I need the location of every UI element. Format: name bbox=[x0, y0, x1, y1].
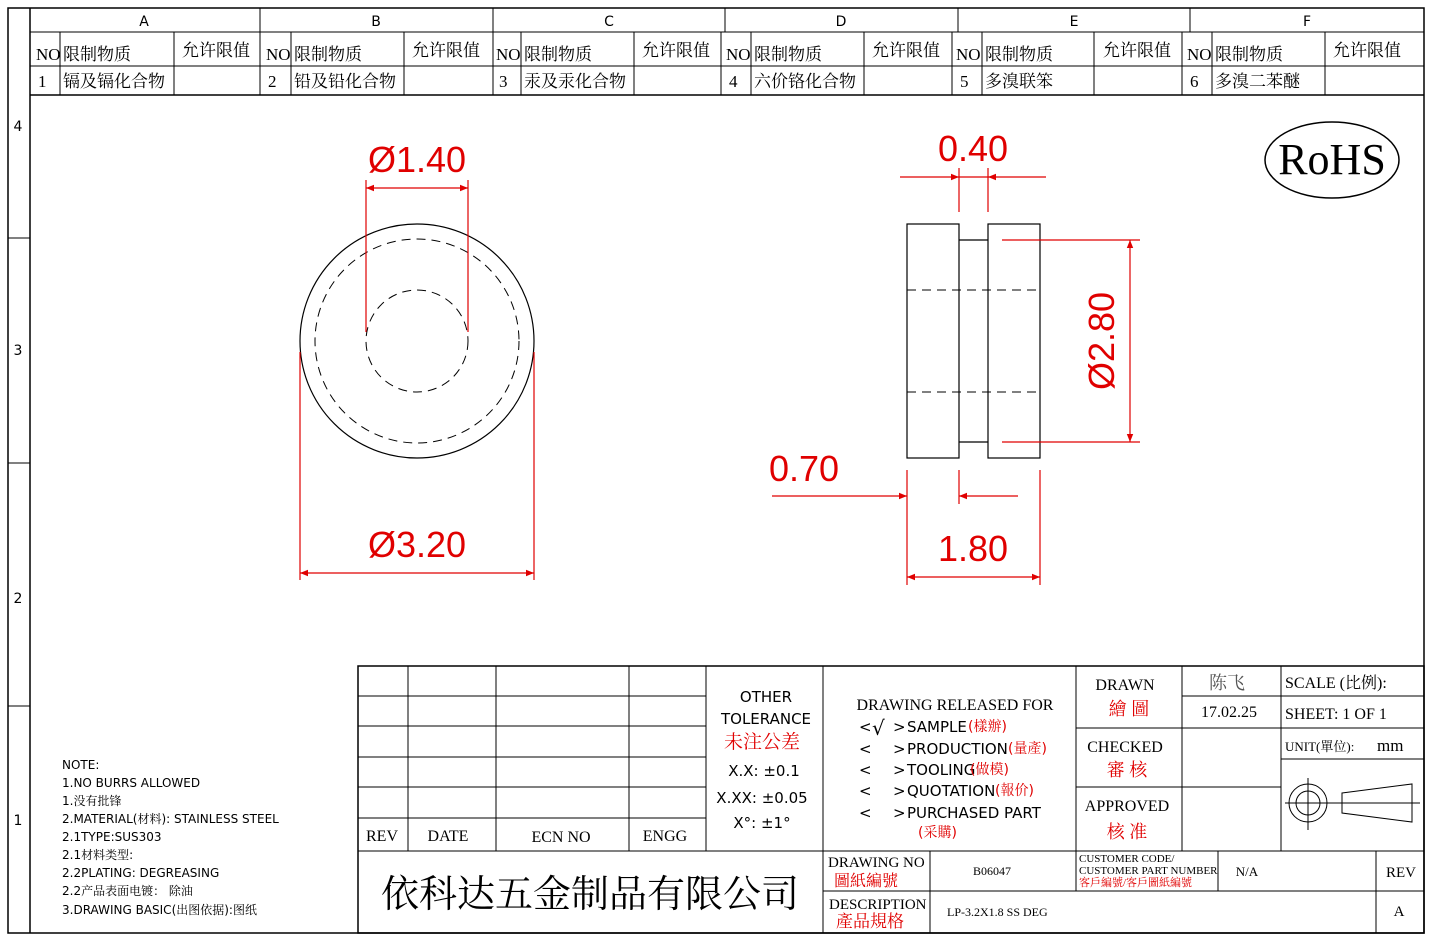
bracket-open-icon: < bbox=[859, 718, 872, 736]
release-option-en: QUOTATION bbox=[907, 782, 996, 800]
groove-circle-hidden bbox=[315, 239, 519, 443]
col-no: NO bbox=[1187, 45, 1212, 64]
note-line: 2.2产品表面电镀： 除油 bbox=[62, 884, 193, 898]
note-line: 2.1TYPE:SUS303 bbox=[62, 830, 162, 844]
col-limit: 允许限值 bbox=[182, 41, 250, 60]
release-option-en: PRODUCTION bbox=[907, 740, 1008, 758]
bracket-open-icon: < bbox=[859, 761, 872, 779]
zone-row-3: 3 bbox=[13, 343, 23, 359]
customer-code-value: N/A bbox=[1235, 864, 1259, 879]
zone-col-c: C bbox=[604, 14, 614, 30]
scale-block bbox=[1285, 674, 1403, 755]
col-substance: 限制物质 bbox=[294, 45, 362, 64]
rev-value: A bbox=[1393, 904, 1405, 920]
groove-width-label: 0.40 bbox=[937, 128, 1009, 169]
note-line: 1.NO BURRS ALLOWED bbox=[62, 776, 201, 790]
zone-col-f: F bbox=[1302, 14, 1312, 30]
release-option-purchased bbox=[859, 804, 1042, 841]
col-no: NO bbox=[956, 45, 981, 64]
col-limit: 允许限值 bbox=[1333, 41, 1401, 60]
note-line: 2.1材料类型: bbox=[62, 848, 134, 862]
side-view bbox=[907, 224, 1040, 458]
flange-thickness-label: 0.70 bbox=[768, 448, 840, 489]
substance-name: 铅及铅化合物 bbox=[294, 72, 396, 91]
col-no: NO bbox=[36, 45, 61, 64]
approvals-block bbox=[1085, 673, 1257, 842]
release-option-production bbox=[859, 740, 1047, 758]
length-label: 1.80 bbox=[937, 528, 1009, 569]
bracket-open-icon: < bbox=[859, 782, 872, 800]
unit-value: mm bbox=[1377, 736, 1404, 755]
scale-label: SCALE (比例): bbox=[1285, 675, 1387, 692]
bore-circle-hidden bbox=[366, 290, 468, 392]
substance-name: 汞及汞化合物 bbox=[524, 72, 626, 91]
description-label: DESCRIPTION bbox=[829, 897, 927, 913]
bracket-open-icon: < bbox=[859, 740, 872, 758]
inner-dia-label: Ø1.40 bbox=[367, 139, 467, 180]
zone-row-1: 1 bbox=[13, 813, 23, 829]
customer-code-label-2: CUSTOMER PART NUMBER bbox=[1079, 865, 1218, 877]
release-option-tooling bbox=[859, 761, 1009, 779]
tolerance-title-1: OTHER bbox=[739, 688, 793, 706]
substance-name: 镉及镉化合物 bbox=[63, 72, 165, 91]
drawn-label-cn: 繪 圖 bbox=[1108, 699, 1150, 719]
release-option-sample bbox=[859, 716, 1007, 740]
drawing-no-label-cn: 圖紙編號 bbox=[834, 873, 899, 890]
col-substance: 限制物质 bbox=[524, 45, 592, 64]
note-line: 2.MATERIAL(材料): STAINLESS STEEL bbox=[62, 812, 279, 826]
rohs-text: RoHS bbox=[1278, 135, 1386, 184]
col-limit: 允许限值 bbox=[872, 41, 940, 60]
release-option-cn: (做模) bbox=[970, 762, 1009, 778]
release-option-quotation bbox=[859, 782, 1034, 800]
substance-no: 3 bbox=[499, 72, 508, 91]
description-value: LP-3.2X1.8 SS DEG bbox=[947, 905, 1048, 919]
note-line: 3.DRAWING BASIC(出图依据):图纸 bbox=[62, 903, 257, 917]
bracket-open-icon: < bbox=[859, 804, 872, 822]
zone-row-4: 4 bbox=[13, 119, 23, 135]
revision-table bbox=[366, 828, 688, 846]
groove-dia-label: Ø2.80 bbox=[1081, 291, 1122, 391]
release-option-en: PURCHASED PART bbox=[907, 804, 1041, 822]
customer-code-label-cn: 客戶編號/客戶圖紙編號 bbox=[1079, 877, 1193, 889]
drawing-no-label: DRAWING NO bbox=[828, 855, 925, 871]
tolerance-cn: 未注公差 bbox=[723, 731, 801, 753]
company-name: 依科达五金制品有限公司 bbox=[380, 874, 800, 916]
zone-dividers bbox=[8, 8, 1190, 706]
tolerance-x-x: X.X: ±0.1 bbox=[728, 762, 800, 780]
zone-col-e: E bbox=[1069, 14, 1079, 30]
release-option-en: TOOLING bbox=[907, 761, 976, 779]
front-dimensions bbox=[300, 180, 534, 580]
substance-no: 4 bbox=[729, 72, 738, 91]
zone-col-b: B bbox=[371, 14, 381, 30]
col-substance: 限制物质 bbox=[985, 45, 1053, 64]
sheet-label: SHEET: 1 OF 1 bbox=[1285, 706, 1387, 723]
rev-header: REV bbox=[366, 828, 398, 845]
note-line: NOTE: bbox=[62, 758, 100, 772]
outer-circle bbox=[300, 224, 534, 458]
date-header: DATE bbox=[427, 828, 469, 845]
release-block bbox=[857, 697, 1054, 841]
right-flange bbox=[988, 224, 1040, 458]
release-option-cn: (報价) bbox=[995, 783, 1034, 799]
substance-no: 5 bbox=[960, 72, 969, 91]
bracket-close-icon: > bbox=[893, 782, 906, 800]
release-option-cn: (量產) bbox=[1008, 741, 1047, 757]
notes bbox=[62, 758, 279, 917]
ecn-header: ECN NO bbox=[531, 829, 591, 846]
col-no: NO bbox=[266, 45, 291, 64]
customer-code-label-1: CUSTOMER CODE/ bbox=[1079, 853, 1175, 865]
bracket-close-icon: > bbox=[893, 804, 906, 822]
drawing-number-row bbox=[828, 853, 1416, 890]
substance-name: 多溴联笨 bbox=[985, 72, 1053, 91]
unit-label: UNIT(單位): bbox=[1285, 739, 1355, 754]
col-substance: 限制物质 bbox=[754, 45, 822, 64]
substance-name: 六价铬化合物 bbox=[754, 72, 856, 91]
col-substance: 限制物质 bbox=[63, 45, 131, 64]
description-label-cn: 產品規格 bbox=[836, 912, 904, 931]
front-view bbox=[300, 224, 534, 458]
zone-col-a: A bbox=[139, 14, 149, 30]
col-limit: 允许限值 bbox=[642, 41, 710, 60]
approved-label-cn: 核 准 bbox=[1106, 822, 1148, 842]
col-limit: 允许限值 bbox=[412, 41, 480, 60]
tolerance-title-2: TOLERANCE bbox=[720, 710, 812, 728]
substance-no: 2 bbox=[268, 72, 277, 91]
left-flange bbox=[907, 224, 959, 458]
tolerance-block bbox=[716, 688, 811, 832]
drawn-label: DRAWN bbox=[1095, 677, 1155, 694]
release-option-cn: (采購) bbox=[918, 825, 957, 841]
outer-dia-label: Ø3.20 bbox=[367, 524, 467, 565]
checked-label: CHECKED bbox=[1087, 739, 1163, 756]
zone-row-2: 2 bbox=[13, 591, 23, 607]
substance-no: 1 bbox=[38, 72, 47, 91]
col-no: NO bbox=[496, 45, 521, 64]
col-substance: 限制物质 bbox=[1215, 45, 1283, 64]
tolerance-x-xx: X.XX: ±0.05 bbox=[716, 789, 808, 807]
approved-label: APPROVED bbox=[1084, 798, 1170, 815]
drawing-no-value: B06047 bbox=[972, 864, 1012, 878]
description-row bbox=[829, 897, 1405, 931]
rohs-logo bbox=[1265, 122, 1399, 198]
substance-name: 多溴二苯醚 bbox=[1215, 72, 1300, 91]
checked-label-cn: 審 核 bbox=[1106, 760, 1148, 780]
tolerance-degree: X°: ±1° bbox=[733, 814, 791, 832]
note-line: 2.2PLATING: DEGREASING bbox=[62, 866, 220, 880]
col-limit: 允许限值 bbox=[1103, 41, 1171, 60]
drawn-date: 17.02.25 bbox=[1201, 704, 1257, 721]
engg-header: ENGG bbox=[642, 828, 688, 845]
substance-no: 6 bbox=[1190, 72, 1199, 91]
bracket-close-icon: > bbox=[893, 740, 906, 758]
bracket-close-icon: > bbox=[893, 761, 906, 779]
projection-symbol-icon bbox=[1285, 778, 1420, 830]
note-line: 1.没有批锋 bbox=[62, 794, 122, 808]
bore-hidden-lines bbox=[907, 290, 1040, 392]
release-option-en: SAMPLE bbox=[907, 718, 967, 736]
zone-col-d: D bbox=[835, 14, 847, 30]
release-title: DRAWING RELEASED FOR bbox=[856, 697, 1054, 714]
rev-label: REV bbox=[1386, 865, 1416, 881]
col-no: NO bbox=[726, 45, 751, 64]
release-option-cn: (樣辦) bbox=[968, 719, 1007, 735]
checkmark-icon: √ bbox=[872, 716, 885, 740]
drawn-by: 陈飞 bbox=[1209, 673, 1245, 693]
bracket-close-icon: > bbox=[893, 718, 906, 736]
